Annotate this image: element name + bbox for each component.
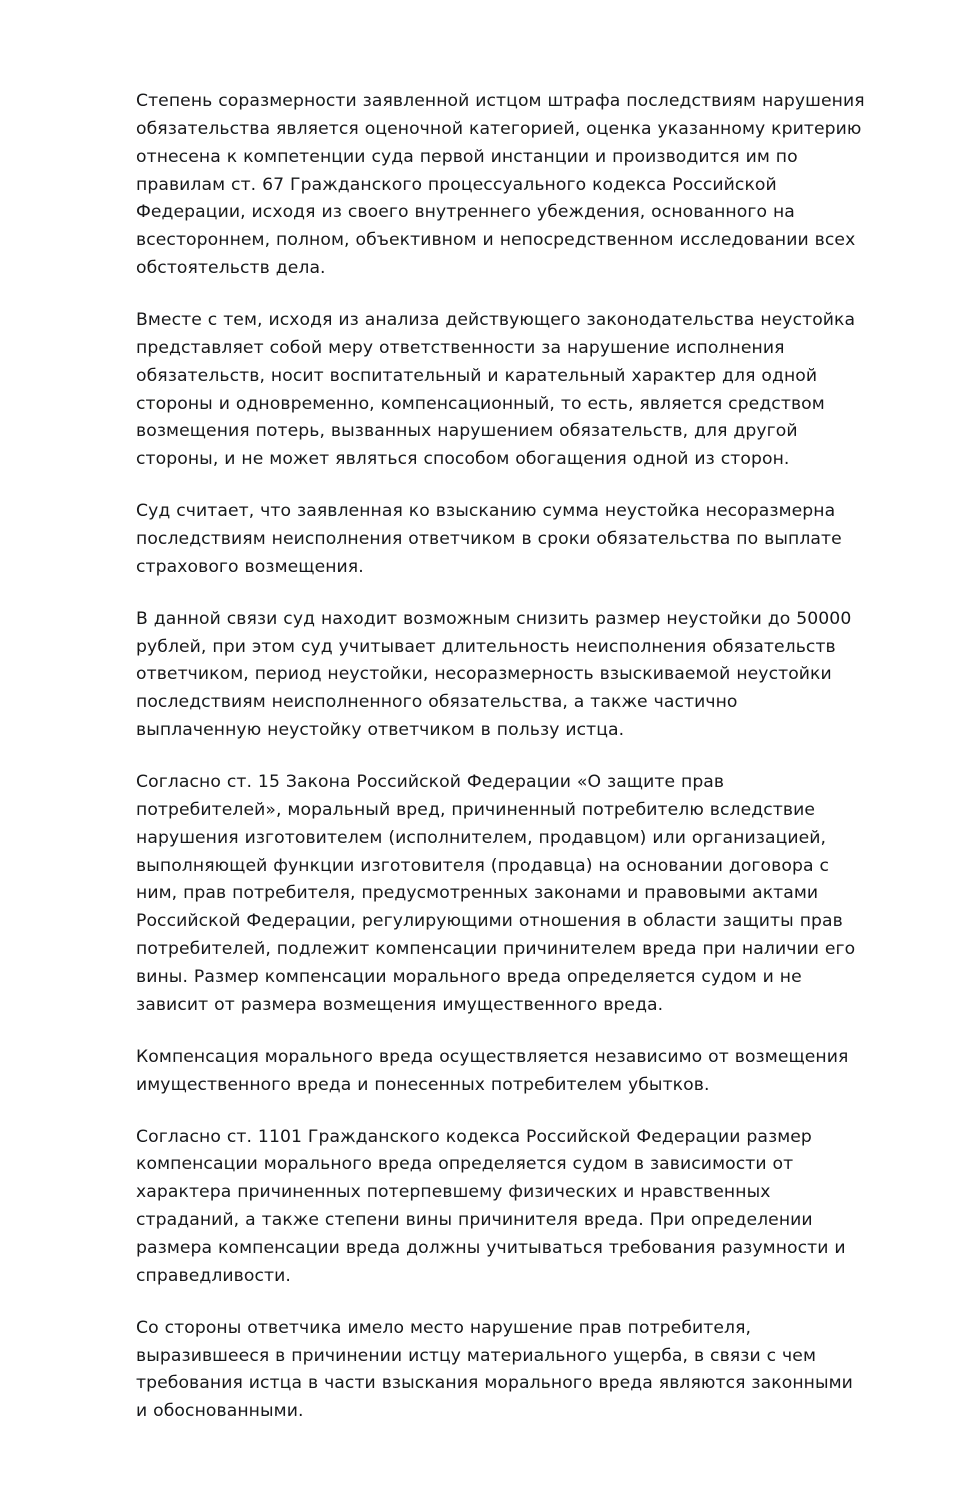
paragraph: Со стороны ответчика имело место нарушение прав потребителя, выразившееся в причинении истцу материального ущерба, в связи с чем требования истца в части взыскания морального вреда являются законными и обоснованными. — [136, 1317, 853, 1422]
paragraph: Согласно ст. 1101 Гражданского кодекса Российской Федерации размер компенсации морального вреда определяется судом в зависимости от характера причиненных потерпевшему физических и нравственных страданий, а также степени вины причинителя вреда. При определении размера компенсации вреда должны учитываться требования разумности и справедливости. — [136, 1126, 846, 1286]
paragraph: Суд считает, что заявленная ко взысканию сумма неустойка несоразмерна последствиям неисполнения ответчиком в сроки обязательства по выплате страхового возмещения. — [136, 501, 842, 577]
paragraph: Компенсация морального вреда осуществляется независимо от возмещения имущественного вреда и понесенных потребителем убытков. — [136, 1046, 849, 1095]
document-body — [136, 88, 866, 1426]
paragraph: Степень соразмерности заявленной истцом штрафа последствиям нарушения обязательства является оценочной категорией, оценка указанному критерию отнесена к компетенции суда первой инстанции и производится им по правилам ст. 67 Гражданского процессуального кодекса Российской Федерации, исходя из своего внутреннего убеждения, основанного на всестороннем, полном, объективном и непосредственном исследовании всех обстоятельств дела. — [136, 91, 865, 279]
paragraph: Согласно ст. 15 Закона Российской Федерации «О защите прав потребителей», моральный вред, причиненный потребителю вследствие нарушения изготовителем (исполнителем, продавцом) или организацией, выполняющей функции изготовителя (продавца) на основании договора с ним, прав потребителя, предусмотренных законами и правовыми актами Российской Федерации, регулирующими отношения в области защиты прав потребителей, подлежит компенсации причинителем вреда при наличии его вины. Размер компенсации морального вреда определяется судом и не зависит от размера возмещения имущественного вреда. — [136, 772, 856, 1015]
paragraph: В данной связи суд находит возможным снизить размер неустойки до 50000 рублей, при этом суд учитывает длительность неисполнения обязательств ответчиком, период неустойки, несоразмерность взыскиваемой неустойки последствиям неисполненного обязательства, а также частично выплаченную неустойку ответчиком в пользу истца. — [136, 608, 852, 741]
paragraph: Вместе с тем, исходя из анализа действующего законодательства неустойка представляет собой меру ответственности за нарушение исполнения обязательств, носит воспитательный и карательный характер для одной стороны и одновременно, компенсационный, то есть, является средством возмещения потерь, вызванных нарушением обязательств, для другой стороны, и не может являться способом обогащения одной из сторон. — [136, 310, 856, 470]
